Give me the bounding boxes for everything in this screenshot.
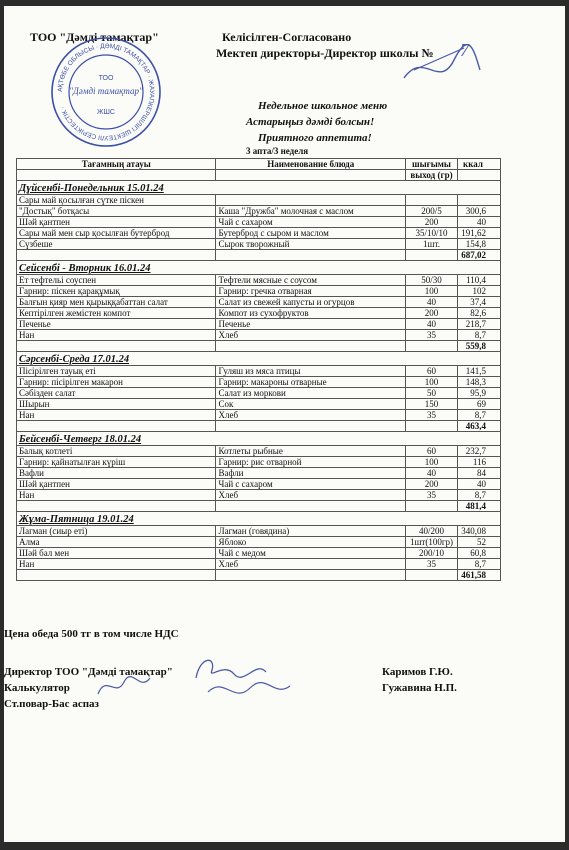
empty-cell xyxy=(406,421,458,432)
company-stamp xyxy=(50,36,162,148)
menu-item-row xyxy=(17,228,501,239)
dish-kcal: 110,4 xyxy=(457,275,500,286)
dish-name-ru: Компот из сухофруктов xyxy=(216,308,406,319)
empty-cell xyxy=(17,250,216,261)
dish-kcal: 8,7 xyxy=(457,559,500,570)
dish-kcal: 60,8 xyxy=(457,548,500,559)
dish-output: 200 xyxy=(406,308,458,319)
dish-name-kz: Сәбізден салат xyxy=(17,388,216,399)
dish-kcal: 340,08 xyxy=(457,526,500,537)
menu-item-row xyxy=(17,286,501,297)
dish-name-ru xyxy=(216,195,406,206)
day-title: Жұма-Пятница 19.01.24 xyxy=(17,512,501,526)
calculator-name: Гужавина Н.П. xyxy=(382,682,457,694)
empty-cell xyxy=(406,341,458,352)
day-total-row xyxy=(17,341,501,352)
dish-kcal: 69 xyxy=(457,399,500,410)
empty-cell xyxy=(216,250,406,261)
dish-output: 35 xyxy=(406,410,458,421)
dish-name-kz: Сүзбеше xyxy=(17,239,216,250)
dish-name-ru: Лагман (говядина) xyxy=(216,526,406,537)
day-total-kcal: 463,4 xyxy=(457,421,500,432)
dish-name-kz: Шырын xyxy=(17,399,216,410)
day-title-row xyxy=(17,352,501,366)
dish-name-ru: Каша "Дружба" молочная с маслом xyxy=(216,206,406,217)
dish-name-ru: Гарнир: гречка отварная xyxy=(216,286,406,297)
dish-kcal xyxy=(457,195,500,206)
dish-kcal: 8,7 xyxy=(457,410,500,421)
day-total-kcal: 559,8 xyxy=(457,341,500,352)
empty-cell xyxy=(17,341,216,352)
stamp-name: "Дәмді тамақтар" xyxy=(69,86,143,96)
dish-name-kz: Гарнир: піскен қарақұмық xyxy=(17,286,216,297)
menu-item-row xyxy=(17,275,501,286)
menu-item-row xyxy=(17,526,501,537)
day-title-row xyxy=(17,261,501,275)
agreed-title: Келісілген-Согласовано xyxy=(222,30,352,44)
table-header-cell: ккал xyxy=(457,159,500,170)
dish-name-ru: Гарнир: макароны отварные xyxy=(216,377,406,388)
menu-item-row xyxy=(17,297,501,308)
dish-name-kz: Сары май қосылған сүтке піскен xyxy=(17,195,216,206)
greeting-ru: Приятного аппетита! xyxy=(258,132,372,144)
menu-item-row xyxy=(17,479,501,490)
dish-name-kz: Гарнир: пісірілген макарон xyxy=(17,377,216,388)
day-total-kcal: 461,58 xyxy=(457,570,500,581)
output-unit-header: выход (гр) xyxy=(406,170,458,181)
empty-cell xyxy=(216,570,406,581)
empty-cell xyxy=(457,170,500,181)
dish-name-ru: Чай с медом xyxy=(216,548,406,559)
dish-output: 40 xyxy=(406,319,458,330)
dish-name-kz: Шәй қантпен xyxy=(17,479,216,490)
empty-cell xyxy=(216,501,406,512)
dish-name-kz: "Достық" ботқасы xyxy=(17,206,216,217)
dish-kcal: 102 xyxy=(457,286,500,297)
dish-name-kz: Нан xyxy=(17,410,216,421)
day-title: Сәрсенбі-Среда 17.01.24 xyxy=(17,352,501,366)
menu-item-row xyxy=(17,446,501,457)
dish-name-ru: Салат из свежей капусты и огурцов xyxy=(216,297,406,308)
table-header-cell: Наименование блюда xyxy=(216,159,406,170)
dish-kcal: 82,6 xyxy=(457,308,500,319)
company-name: ТОО "Дәмді тамақтар" xyxy=(30,30,159,44)
dish-kcal: 8,7 xyxy=(457,330,500,341)
dish-name-kz: Печенье xyxy=(17,319,216,330)
dish-output: 35/10/10 xyxy=(406,228,458,239)
day-total-row xyxy=(17,421,501,432)
menu-item-row xyxy=(17,377,501,388)
menu-item-row xyxy=(17,195,501,206)
dish-kcal: 52 xyxy=(457,537,500,548)
dish-kcal: 95,9 xyxy=(457,388,500,399)
dish-output: 200 xyxy=(406,217,458,228)
dish-name-kz: Лагман (сиыр еті) xyxy=(17,526,216,537)
dish-output: 100 xyxy=(406,286,458,297)
dish-kcal: 141,5 xyxy=(457,366,500,377)
dish-name-kz: Шәй бал мен xyxy=(17,548,216,559)
stamp-bottom: ЖШС xyxy=(97,109,115,116)
table-header-cell: Тағамның атауы xyxy=(17,159,216,170)
chef-label: Ст.повар-Бас аспаз xyxy=(4,698,99,710)
dish-output: 50/30 xyxy=(406,275,458,286)
dish-name-kz: Нан xyxy=(17,490,216,501)
menu-item-row xyxy=(17,537,501,548)
day-title-row xyxy=(17,512,501,526)
greeting-kz: Астарыңыз дәмді болсын! xyxy=(246,116,375,128)
empty-cell xyxy=(406,570,458,581)
dish-output xyxy=(406,195,458,206)
dish-name-ru: Чай с сахаром xyxy=(216,479,406,490)
dish-output: 40 xyxy=(406,297,458,308)
dish-output: 1шт(100гр) xyxy=(406,537,458,548)
empty-cell xyxy=(216,421,406,432)
dish-name-ru: Печенье xyxy=(216,319,406,330)
dish-name-ru: Гарнир: рис отварной xyxy=(216,457,406,468)
dish-output: 35 xyxy=(406,330,458,341)
dish-kcal: 40 xyxy=(457,479,500,490)
stamp-top: ТОО xyxy=(98,75,114,82)
dish-name-kz: Нан xyxy=(17,559,216,570)
empty-cell xyxy=(17,421,216,432)
dish-output: 100 xyxy=(406,457,458,468)
dish-name-ru: Хлеб xyxy=(216,410,406,421)
empty-cell xyxy=(406,501,458,512)
week-label: 3 апта/3 неделя xyxy=(246,146,309,156)
dish-output: 40 xyxy=(406,468,458,479)
director-signature xyxy=(394,40,484,90)
dish-kcal: 37,4 xyxy=(457,297,500,308)
menu-item-row xyxy=(17,366,501,377)
empty-cell xyxy=(17,570,216,581)
calculator-signature xyxy=(94,672,154,702)
dish-output: 150 xyxy=(406,399,458,410)
empty-cell xyxy=(216,341,406,352)
dish-name-ru: Гуляш из мяса птицы xyxy=(216,366,406,377)
director-approval-line: Мектеп директоры-Директор школы № xyxy=(216,46,434,60)
menu-item-row xyxy=(17,330,501,341)
dish-output: 200/5 xyxy=(406,206,458,217)
day-total-row xyxy=(17,570,501,581)
table-header-row xyxy=(17,159,501,170)
menu-item-row xyxy=(17,548,501,559)
dish-output: 200 xyxy=(406,479,458,490)
menu-item-row xyxy=(17,206,501,217)
dish-kcal: 8,7 xyxy=(457,490,500,501)
dish-kcal: 116 xyxy=(457,457,500,468)
second-signature xyxy=(204,676,294,706)
lunch-price: Цена обеда 500 тг в том числе НДС xyxy=(4,628,179,640)
dish-kcal: 148,3 xyxy=(457,377,500,388)
day-title: Бейсенбі-Четверг 18.01.24 xyxy=(17,432,501,446)
dish-output: 35 xyxy=(406,490,458,501)
table-subheader-row xyxy=(17,170,501,181)
dish-kcal: 300,6 xyxy=(457,206,500,217)
day-total-kcal: 687,02 xyxy=(457,250,500,261)
dish-name-kz: Балғын қияр мен қырыққабаттан салат xyxy=(17,297,216,308)
menu-item-row xyxy=(17,468,501,479)
day-total-row xyxy=(17,501,501,512)
day-title: Дүйсенбі-Понедельник 15.01.24 xyxy=(17,181,501,195)
menu-table xyxy=(16,158,501,581)
dish-name-ru: Котлеты рыбные xyxy=(216,446,406,457)
day-total-kcal: 481,4 xyxy=(457,501,500,512)
dish-name-ru: Сырок творожный xyxy=(216,239,406,250)
menu-item-row xyxy=(17,239,501,250)
dish-name-kz: Шәй қантпен xyxy=(17,217,216,228)
dish-name-ru: Хлеб xyxy=(216,559,406,570)
menu-item-row xyxy=(17,457,501,468)
stamp-ring-text: АҚТӨБЕ ОБЛЫСЫ · ДӘМДІ ТАМАҚТАР · ЖАУАПКЕРШІЛІГІ ШЕКТЕУЛІ СЕРІКТЕСТІК · xyxy=(56,42,156,142)
dish-output: 40/200 xyxy=(406,526,458,537)
dish-output: 100 xyxy=(406,377,458,388)
dish-kcal: 232,7 xyxy=(457,446,500,457)
dish-name-kz: Пісірілген тауық еті xyxy=(17,366,216,377)
empty-cell xyxy=(17,170,216,181)
day-title-row xyxy=(17,181,501,195)
dish-output: 60 xyxy=(406,446,458,457)
table-header-cell: шығымы xyxy=(406,159,458,170)
dish-name-ru: Бутерброд с сыром и маслом xyxy=(216,228,406,239)
empty-cell xyxy=(17,501,216,512)
dish-output: 50 xyxy=(406,388,458,399)
menu-document xyxy=(4,6,565,842)
menu-item-row xyxy=(17,217,501,228)
dish-name-ru: Тефтели мясные с соусом xyxy=(216,275,406,286)
menu-item-row xyxy=(17,388,501,399)
dish-output: 200/10 xyxy=(406,548,458,559)
dish-name-kz: Балық котлеті xyxy=(17,446,216,457)
dish-name-kz: Кептірілген жемістен компот xyxy=(17,308,216,319)
dish-output: 1шт. xyxy=(406,239,458,250)
empty-cell xyxy=(216,170,406,181)
dish-name-kz: Вафли xyxy=(17,468,216,479)
dish-name-ru: Сок xyxy=(216,399,406,410)
dish-name-kz: Ет тефтельі соуспен xyxy=(17,275,216,286)
dish-name-kz: Нан xyxy=(17,330,216,341)
menu-item-row xyxy=(17,308,501,319)
empty-cell xyxy=(406,250,458,261)
menu-item-row xyxy=(17,490,501,501)
dish-output: 60 xyxy=(406,366,458,377)
dish-kcal: 218,7 xyxy=(457,319,500,330)
dish-name-ru: Чай с сахаром xyxy=(216,217,406,228)
dish-kcal: 40 xyxy=(457,217,500,228)
dish-name-kz: Гарнир: қайнатылған күріш xyxy=(17,457,216,468)
dish-name-ru: Салат из моркови xyxy=(216,388,406,399)
dish-name-ru: Хлеб xyxy=(216,490,406,501)
director-name: Каримов Г.Ю. xyxy=(382,666,453,678)
dish-kcal: 154,8 xyxy=(457,239,500,250)
dish-name-kz: Алма xyxy=(17,537,216,548)
dish-kcal: 84 xyxy=(457,468,500,479)
day-title: Сейсенбі - Вторник 16.01.24 xyxy=(17,261,501,275)
dish-name-ru: Яблоко xyxy=(216,537,406,548)
day-total-row xyxy=(17,250,501,261)
menu-item-row xyxy=(17,399,501,410)
menu-item-row xyxy=(17,559,501,570)
dish-name-kz: Сары май мен сыр қосылған бутерброд xyxy=(17,228,216,239)
dish-name-ru: Вафли xyxy=(216,468,406,479)
menu-item-row xyxy=(17,410,501,421)
director-label: Директор ТОО "Дәмді тамақтар" xyxy=(4,666,173,678)
school-number: 7 xyxy=(460,40,469,60)
dish-name-ru: Хлеб xyxy=(216,330,406,341)
menu-title: Недельное школьное меню xyxy=(258,100,388,112)
menu-item-row xyxy=(17,319,501,330)
dish-kcal: 191,62 xyxy=(457,228,500,239)
dish-output: 35 xyxy=(406,559,458,570)
day-title-row xyxy=(17,432,501,446)
calculator-label: Калькулятор xyxy=(4,682,70,694)
